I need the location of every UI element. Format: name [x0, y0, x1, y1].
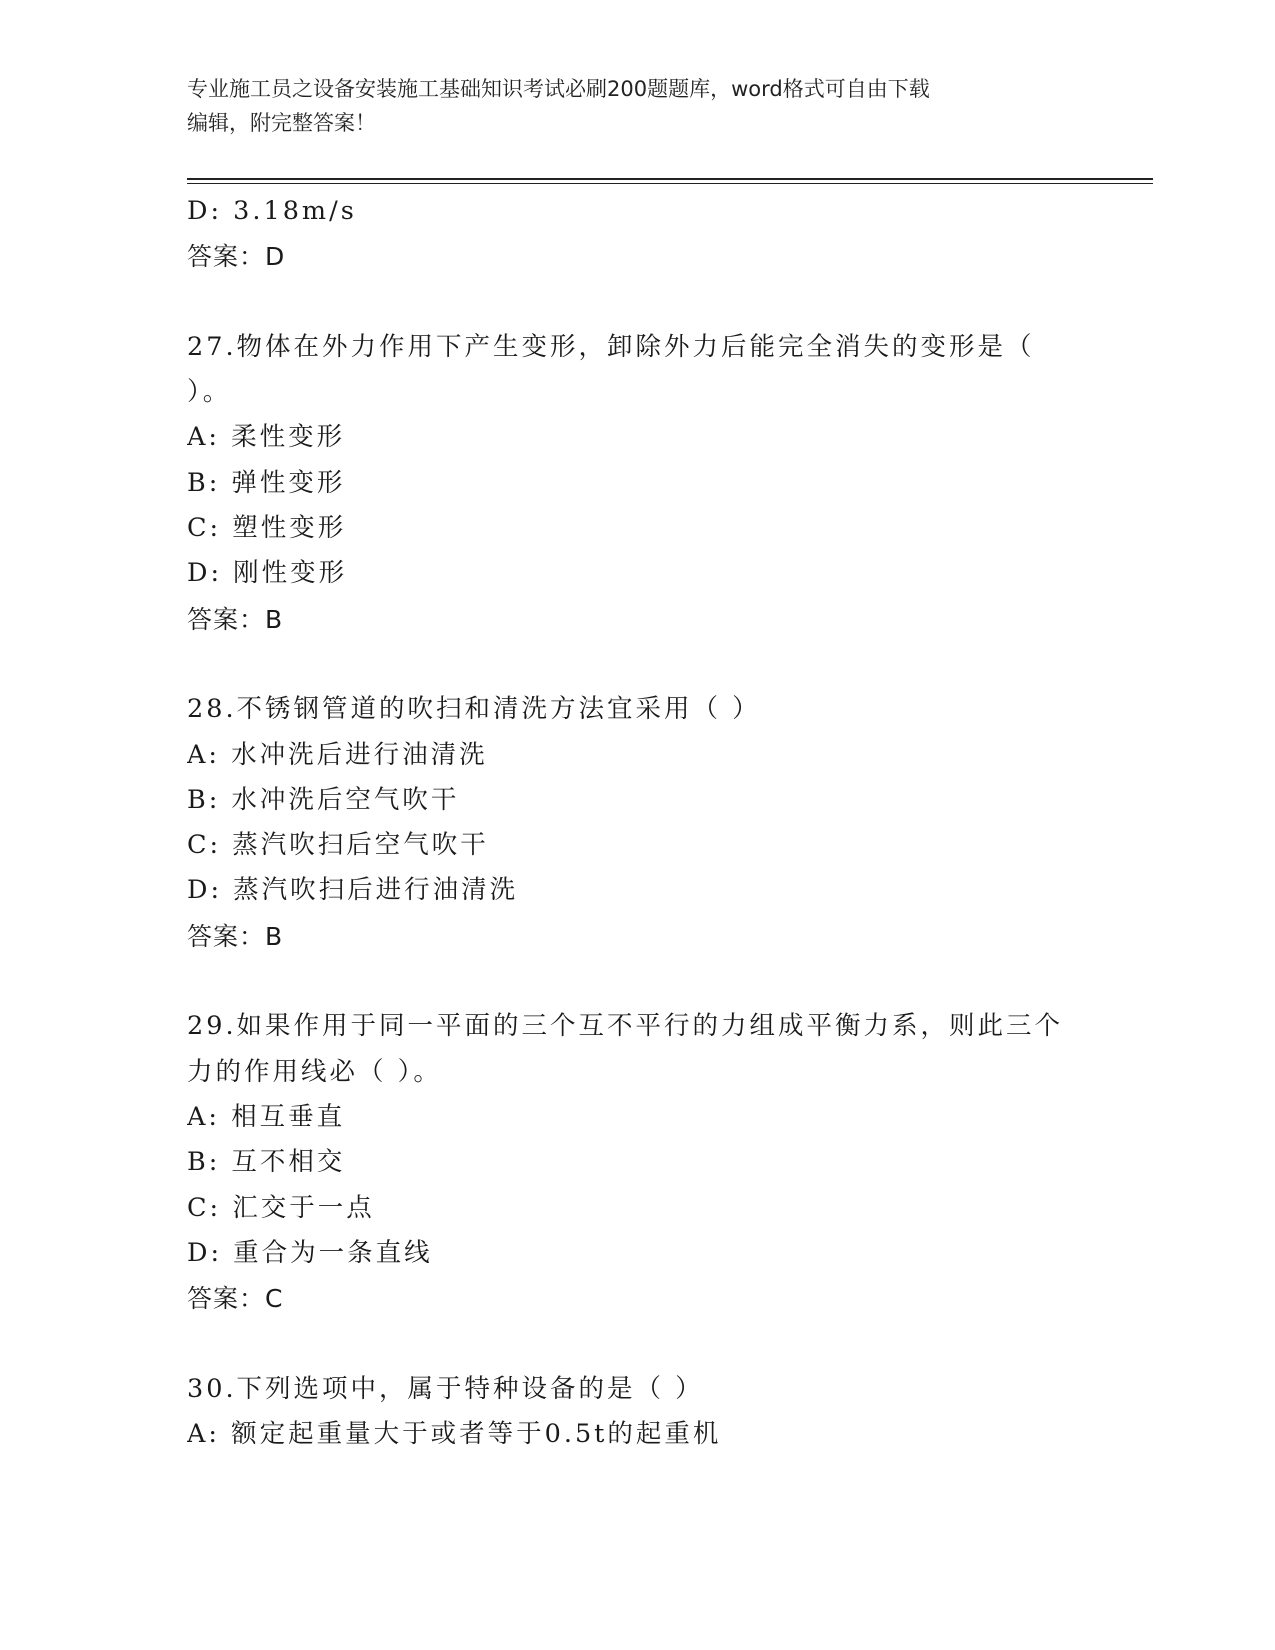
option-d: D: 重合为一条直线 — [187, 1237, 433, 1268]
option-d: D: 刚性变形 — [187, 558, 348, 589]
question-30 — [187, 1367, 1087, 1458]
spacer — [187, 280, 1087, 325]
option-a: A: 水冲洗后进行油清洗 — [187, 739, 488, 770]
option-c: C: 塑性变形 — [187, 513, 347, 544]
option-a: A: 柔性变形 — [187, 422, 346, 453]
spacer — [187, 1321, 1087, 1366]
option-c: C: 蒸汽吹扫后空气吹干 — [187, 830, 489, 861]
header-line-1: 专业施工员之设备安装施工基础知识考试必刷200题题库，word格式可自由下载 — [187, 77, 930, 101]
question-stem: 30.下列选项中，属于特种设备的是（ ） — [187, 1373, 704, 1404]
question-stem-cont: 力的作用线必（ ）。 — [187, 1056, 442, 1087]
document-header — [187, 72, 1067, 140]
answer-label: 答案：D — [187, 242, 286, 272]
question-list — [187, 189, 1087, 1457]
question-27 — [187, 325, 1087, 642]
question-stem: 27.物体在外力作用下产生变形，卸除外力后能完全消失的变形是（ — [187, 331, 1035, 362]
option-b: B: 互不相交 — [187, 1147, 346, 1178]
option-c: C: 汇交于一点 — [187, 1192, 375, 1223]
question-28 — [187, 687, 1087, 959]
answer-label: 答案：B — [187, 921, 284, 951]
header-divider — [187, 178, 1153, 184]
question-stem: 28.不锈钢管道的吹扫和清洗方法宜采用（ ） — [187, 694, 761, 725]
option-d: D: 蒸汽吹扫后进行油清洗 — [187, 875, 519, 906]
option-a: A: 相互垂直 — [187, 1101, 346, 1132]
option-b: B: 水冲洗后空气吹干 — [187, 784, 460, 815]
option-b: B: 弹性变形 — [187, 467, 346, 498]
option-a: A: 额定起重量大于或者等于0.5t的起重机 — [187, 1419, 722, 1450]
header-line-2: 编辑，附完整答案！ — [187, 111, 376, 135]
option-d: D: 3.18m/s — [187, 196, 357, 226]
question-stem-cont: ）。 — [187, 377, 232, 408]
answer-label: 答案：C — [187, 1284, 284, 1314]
question-29 — [187, 1004, 1087, 1321]
question-stem: 29.如果作用于同一平面的三个互不平行的力组成平衡力系，则此三个 — [187, 1011, 1064, 1042]
spacer — [187, 959, 1087, 1004]
answer-label: 答案：B — [187, 604, 284, 634]
spacer — [187, 642, 1087, 687]
previous-question-tail — [187, 189, 1087, 280]
